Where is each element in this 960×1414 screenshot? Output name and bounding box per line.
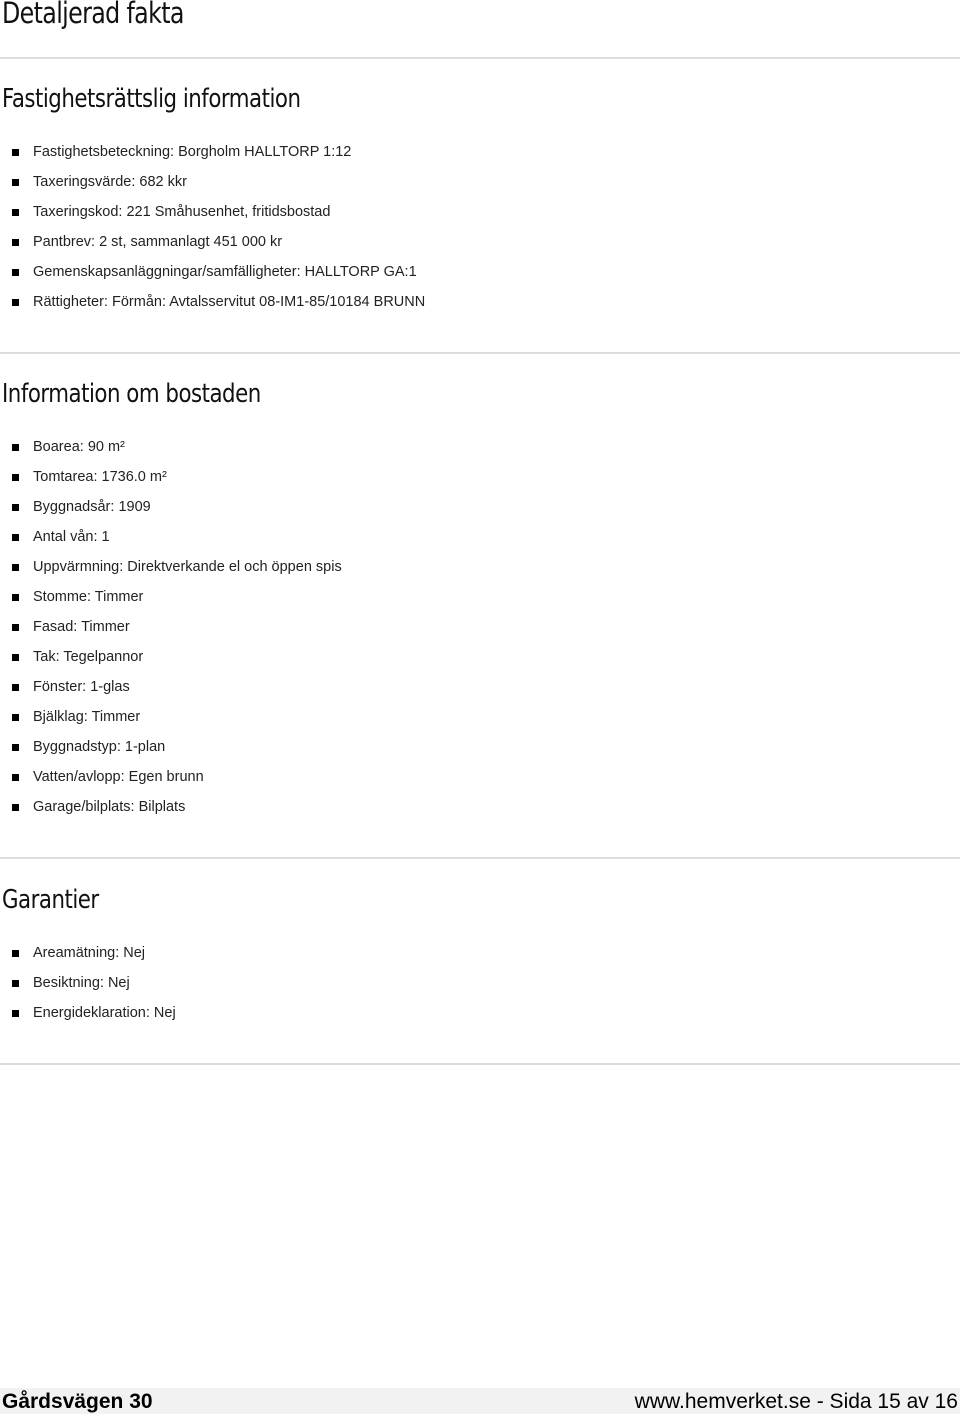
list-item: Taxeringskod: 221 Småhusenhet, fritidsbostad xyxy=(0,197,425,227)
bullet-icon xyxy=(12,209,19,216)
list-item: Bjälklag: Timmer xyxy=(0,702,342,732)
list-item: Besiktning: Nej xyxy=(0,968,176,998)
property-legal-list xyxy=(0,137,425,317)
bullet-icon xyxy=(12,624,19,631)
list-item: Boarea: 90 m² xyxy=(0,432,342,462)
list-item: Byggnadstyp: 1-plan xyxy=(0,732,342,762)
list-item: Energideklaration: Nej xyxy=(0,998,176,1028)
bullet-icon xyxy=(12,744,19,751)
bullet-icon xyxy=(12,654,19,661)
bullet-icon xyxy=(12,444,19,451)
list-item: Byggnadsår: 1909 xyxy=(0,492,342,522)
bullet-icon xyxy=(12,684,19,691)
bullet-icon xyxy=(12,299,19,306)
footer-address: Gårdsvägen 30 xyxy=(2,1390,153,1413)
bullet-icon xyxy=(12,239,19,246)
section-divider xyxy=(0,1063,960,1065)
section-divider xyxy=(0,57,960,59)
bullet-icon xyxy=(12,804,19,811)
list-item: Gemenskapsanläggningar/samfälligheter: HALLTORP GA:1 xyxy=(0,257,425,287)
bullet-icon xyxy=(12,149,19,156)
bullet-icon xyxy=(12,474,19,481)
list-item: Antal vån: 1 xyxy=(0,522,342,552)
section-divider xyxy=(0,352,960,354)
list-item: Tak: Tegelpannor xyxy=(0,642,342,672)
section-title-property-legal: Fastighetsrättslig information xyxy=(2,84,301,114)
page-title: Detaljerad fakta xyxy=(2,0,184,30)
bullet-icon xyxy=(12,269,19,276)
housing-info-list xyxy=(0,432,342,822)
bullet-icon xyxy=(12,950,19,957)
list-item: Fönster: 1-glas xyxy=(0,672,342,702)
section-divider xyxy=(0,857,960,859)
bullet-icon xyxy=(12,1010,19,1017)
list-item: Areamätning: Nej xyxy=(0,938,176,968)
section-title-guarantees: Garantier xyxy=(2,885,99,915)
list-item: Garage/bilplats: Bilplats xyxy=(0,792,342,822)
bullet-icon xyxy=(12,179,19,186)
list-item: Fastighetsbeteckning: Borgholm HALLTORP 1:12 xyxy=(0,137,425,167)
bullet-icon xyxy=(12,774,19,781)
page-footer xyxy=(0,1388,960,1414)
list-item: Pantbrev: 2 st, sammanlagt 451 000 kr xyxy=(0,227,425,257)
section-title-housing-info: Information om bostaden xyxy=(2,379,261,409)
list-item: Tomtarea: 1736.0 m² xyxy=(0,462,342,492)
bullet-icon xyxy=(12,534,19,541)
list-item: Rättigheter: Förmån: Avtalsservitut 08-IM1-85/10184 BRUNN xyxy=(0,287,425,317)
list-item: Uppvärmning: Direktverkande el och öppen spis xyxy=(0,552,342,582)
bullet-icon xyxy=(12,564,19,571)
guarantees-list xyxy=(0,938,176,1028)
bullet-icon xyxy=(12,980,19,987)
list-item: Taxeringsvärde: 682 kkr xyxy=(0,167,425,197)
footer-site-page: www.hemverket.se - Sida 15 av 16 xyxy=(634,1390,958,1413)
list-item: Stomme: Timmer xyxy=(0,582,342,612)
bullet-icon xyxy=(12,594,19,601)
list-item: Vatten/avlopp: Egen brunn xyxy=(0,762,342,792)
bullet-icon xyxy=(12,504,19,511)
bullet-icon xyxy=(12,714,19,721)
list-item: Fasad: Timmer xyxy=(0,612,342,642)
